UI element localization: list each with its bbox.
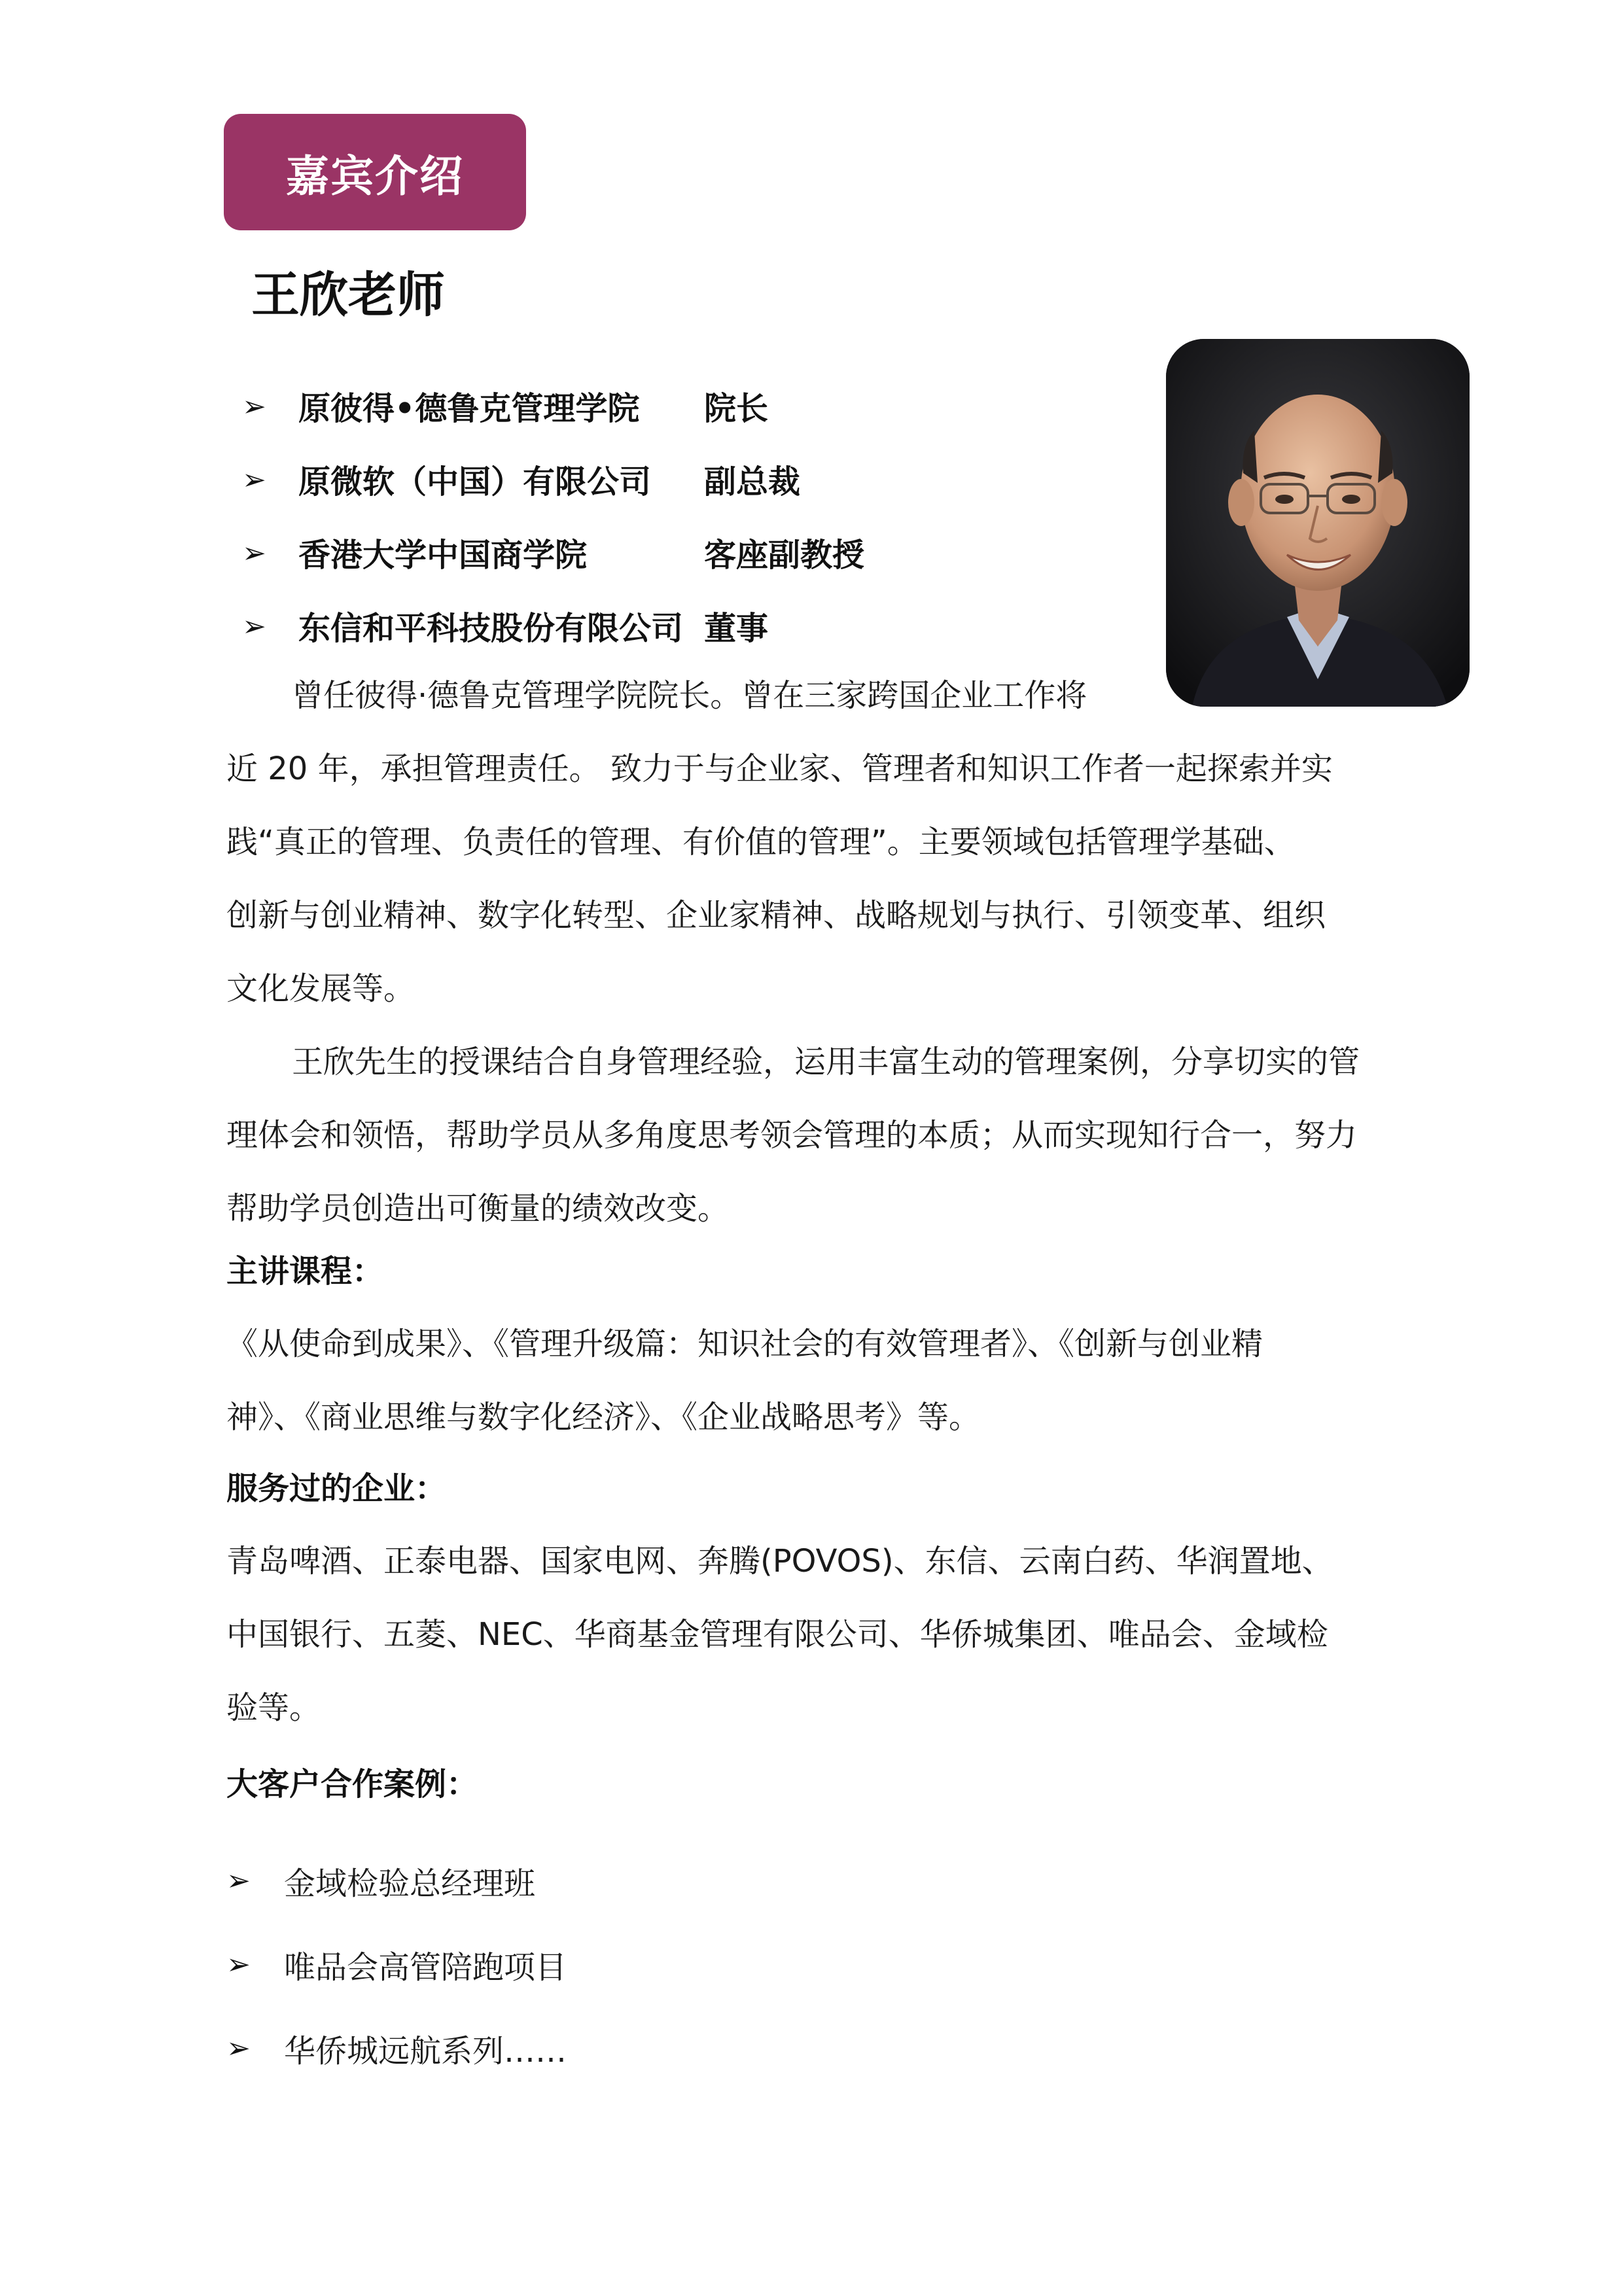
teaching-line: 帮助学员创造出可衡量的绩效改变。: [226, 1190, 730, 1227]
teaching-line: 王欣先生的授课结合自身管理经验，运用丰富生动的管理案例，分享切实的管: [292, 1044, 1360, 1080]
courses-heading: 主讲课程：: [226, 1253, 384, 1290]
courses-line: 神》、《商业思维与数字化经济》、《企业战略思考》等。: [226, 1399, 981, 1436]
case-item-label: 唯品会高管陪跑项目: [284, 1949, 567, 1986]
case-item: [226, 1839, 567, 1922]
bio-line: 近 20 年，承担管理责任。 致力于与企业家、管理者和知识工作者一起探索并实: [226, 751, 1333, 787]
case-list: [226, 1839, 567, 2090]
cases-heading: 大客户合作案例：: [226, 1766, 478, 1803]
case-item-label: 金域检验总经理班: [284, 1865, 536, 1902]
case-item-label: 华侨城远航系列……: [284, 2032, 567, 2070]
arrow-bullet-icon: ➢: [226, 2031, 251, 2065]
case-item: [226, 2006, 567, 2090]
title-role: 院长: [704, 390, 769, 427]
title-role: 副总裁: [704, 463, 801, 501]
bio-line: 创新与创业精神、数字化转型、企业家精神、战略规划与执行、引领变革、组织: [226, 897, 1326, 934]
arrow-bullet-icon: ➢: [242, 609, 266, 643]
title-row: [242, 443, 1158, 516]
title-row: [242, 516, 1158, 590]
arrow-bullet-icon: ➢: [242, 389, 266, 423]
title-org: 原微软（中国）有限公司: [298, 463, 652, 501]
title-role: 董事: [704, 610, 769, 647]
courses-line: 《从使命到成果》、《管理升级篇：知识社会的有效管理者》、《创新与创业精: [226, 1326, 1263, 1362]
clients-line: 中国银行、五菱、NEC、华商基金管理有限公司、华侨城集团、唯品会、金域检: [226, 1616, 1328, 1653]
bio-line: 践“真正的管理、负责任的管理、有价值的管理”。主要领域包括管理学基础、: [226, 824, 1296, 860]
clients-heading: 服务过的企业：: [226, 1470, 447, 1507]
arrow-bullet-icon: ➢: [226, 1863, 251, 1898]
speaker-name: 王欣老师: [251, 267, 445, 323]
title-org: 东信和平科技股份有限公司: [298, 610, 684, 647]
title-row: [242, 370, 1158, 443]
arrow-bullet-icon: ➢: [242, 463, 266, 497]
title-role: 客座副教授: [704, 537, 865, 574]
title-row: [242, 590, 1158, 663]
section-tag: 嘉宾介绍: [224, 114, 526, 230]
bio-line: 文化发展等。: [226, 970, 415, 1007]
clients-line: 青岛啤酒、正泰电器、国家电网、奔腾(POVOS)、东信、云南白药、华润置地、: [226, 1543, 1333, 1580]
clients-line: 验等。: [226, 1689, 321, 1726]
portrait-photo: [1166, 339, 1470, 707]
title-org: 原彼得•德鲁克管理学院: [298, 390, 640, 427]
arrow-bullet-icon: ➢: [226, 1947, 251, 1981]
title-org: 香港大学中国商学院: [298, 537, 588, 574]
portrait-illustration: [1166, 339, 1470, 707]
title-list: [242, 370, 1158, 663]
bio-line: 曾任彼得·德鲁克管理学院院长。曾在三家跨国企业工作将: [292, 677, 1087, 714]
case-item: [226, 1922, 567, 2006]
teaching-line: 理体会和领悟，帮助学员从多角度思考领会管理的本质；从而实现知行合一，努力: [226, 1117, 1358, 1154]
arrow-bullet-icon: ➢: [242, 536, 266, 570]
